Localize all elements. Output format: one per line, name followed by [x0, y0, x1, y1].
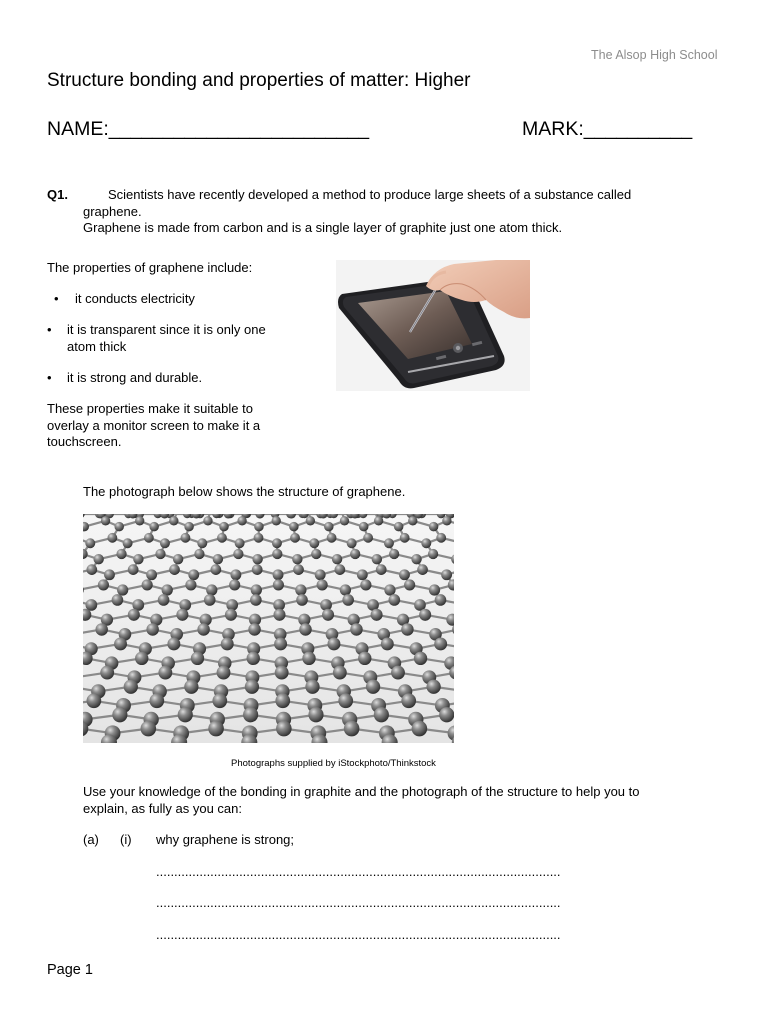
bullet-item: it is strong and durable. — [67, 370, 203, 385]
carbon-atom — [167, 638, 180, 651]
carbon-atom — [212, 693, 227, 708]
carbon-atom — [417, 564, 428, 575]
carbon-atom — [332, 554, 342, 564]
carbon-atom — [123, 538, 133, 548]
carbon-atom — [184, 522, 193, 531]
carbon-atom — [217, 533, 227, 543]
carbon-atom — [374, 707, 389, 722]
carbon-atom — [442, 516, 451, 525]
carbon-atom — [295, 584, 306, 595]
carbon-atom — [194, 549, 204, 559]
carbon-atom — [114, 522, 123, 531]
carbon-atom — [155, 549, 165, 559]
carbon-atom — [95, 623, 107, 635]
carbon-atom — [203, 516, 212, 525]
carbon-atom — [197, 538, 207, 548]
carbon-atom — [276, 721, 292, 737]
carbon-atom — [146, 623, 158, 635]
photo-intro: The photograph below shows the structure of graphene. — [83, 484, 406, 499]
carbon-atom — [327, 533, 337, 543]
carbon-atom — [335, 564, 346, 575]
question-intro-line-1: Scientists have recently developed a method to produce large sheets of a substance called — [108, 187, 632, 202]
carbon-atom — [229, 579, 240, 590]
carbon-atom — [412, 721, 428, 737]
carbon-atom — [173, 554, 183, 564]
bullet-item: it conducts electricity — [75, 291, 195, 306]
carbon-atom — [181, 533, 191, 543]
carbon-atom — [306, 516, 315, 525]
carbon-atom — [292, 554, 302, 564]
carbon-atom — [100, 666, 114, 680]
bullet-marker: • — [47, 370, 52, 385]
carbon-atom — [144, 533, 154, 543]
carbon-atom — [217, 666, 231, 680]
carbon-atom — [206, 584, 217, 595]
carbon-atom — [296, 594, 308, 606]
carbon-atom — [399, 569, 410, 580]
photo-credit: Photographs supplied by iStockphoto/Thinkstock — [231, 758, 436, 769]
carbon-atom — [322, 609, 334, 621]
carbon-atom — [112, 594, 124, 606]
carbon-atom — [235, 538, 245, 548]
part-label: (a) — [83, 832, 99, 847]
carbon-atom — [185, 579, 196, 590]
carbon-atom — [243, 707, 258, 722]
carbon-atom — [124, 680, 138, 694]
carbon-atom — [338, 693, 353, 708]
carbon-atom — [213, 554, 223, 564]
subpart-question: why graphene is strong; — [156, 832, 295, 847]
carbon-atom — [272, 549, 282, 559]
carbon-atom — [272, 538, 282, 548]
carbon-atom — [429, 522, 438, 531]
carbon-atom — [254, 533, 264, 543]
carbon-atom — [347, 538, 357, 548]
carbon-atom — [104, 569, 115, 580]
carbon-atom — [197, 623, 209, 635]
carbon-atom — [401, 693, 416, 708]
carbon-atom — [135, 516, 144, 525]
bullet-marker: • — [54, 291, 59, 306]
answer-line[interactable]: ................................................................................................................ — [156, 895, 561, 910]
carbon-atom — [133, 554, 143, 564]
question-intro-line-2: graphene. — [83, 204, 142, 219]
carbon-atom — [237, 516, 246, 525]
carbon-atom — [391, 666, 405, 680]
carbon-atom — [302, 652, 315, 665]
carbon-atom — [315, 569, 326, 580]
carbon-atom — [254, 522, 263, 531]
carbon-atom — [441, 569, 452, 580]
carbon-atom — [191, 652, 204, 665]
carbon-atom — [273, 609, 285, 621]
carbon-atom — [275, 693, 290, 708]
graphene-structure-photo — [83, 514, 454, 743]
page-number: Page 1 — [47, 962, 93, 978]
carbon-atom — [273, 579, 284, 590]
worksheet-title: Structure bonding and properties of matter: Higher — [47, 70, 471, 91]
carbon-atom — [116, 549, 126, 559]
carbon-atom — [384, 538, 394, 548]
carbon-atom — [421, 538, 431, 548]
carbon-atom — [146, 569, 157, 580]
question-number: Q1. — [47, 187, 68, 202]
carbon-atom — [87, 693, 102, 708]
carbon-atom — [86, 564, 97, 575]
carbon-atom — [225, 609, 237, 621]
carbon-atom — [149, 693, 164, 708]
carbon-atom — [374, 516, 383, 525]
carbon-atom — [178, 707, 193, 722]
carbon-atom — [230, 569, 241, 580]
carbon-atom — [101, 516, 110, 525]
carbon-atom — [401, 623, 413, 635]
carbon-atom — [404, 579, 415, 590]
carbon-atom — [162, 584, 173, 595]
carbon-atom — [359, 522, 368, 531]
carbon-atom — [184, 680, 198, 694]
carbon-atom — [114, 638, 127, 651]
carbon-atom — [340, 516, 349, 525]
carbon-atom — [248, 623, 260, 635]
carbon-atom — [357, 569, 368, 580]
answer-line[interactable]: ................................................................................................................ — [156, 864, 561, 879]
carbon-atom — [176, 609, 188, 621]
carbon-atom — [141, 721, 157, 737]
carbon-atom — [350, 549, 360, 559]
carbon-atom — [350, 623, 362, 635]
carbon-atom — [358, 652, 371, 665]
carbon-atom — [435, 594, 447, 606]
carbon-atom — [363, 533, 373, 543]
carbon-atom — [344, 721, 360, 737]
carbon-atom — [208, 721, 224, 737]
carbon-atom — [311, 549, 321, 559]
question-instruction: Use your knowledge of the bonding in graphite and the photograph of the structure to help you to explain, as fully as you can: — [83, 784, 640, 816]
carbon-atom — [389, 594, 401, 606]
carbon-atom — [308, 707, 323, 722]
carbon-atom — [160, 538, 170, 548]
carbon-atom — [324, 522, 333, 531]
carbon-atom — [293, 564, 304, 575]
carbon-atom — [169, 564, 180, 575]
carbon-atom — [309, 538, 319, 548]
carbon-atom — [394, 522, 403, 531]
carbon-atom — [275, 666, 289, 680]
carbon-atom — [107, 533, 117, 543]
carbon-atom — [142, 579, 153, 590]
carbon-atom — [366, 680, 380, 694]
mark-field-label: MARK:__________ — [522, 118, 693, 140]
carbon-atom — [135, 652, 148, 665]
carbon-atom — [188, 569, 199, 580]
carbon-atom — [219, 522, 228, 531]
carbon-atom — [376, 564, 387, 575]
carbon-atom — [233, 549, 243, 559]
carbon-atom — [381, 638, 394, 651]
carbon-atom — [384, 584, 395, 595]
carbon-atom — [434, 638, 447, 651]
carbon-atom — [371, 609, 383, 621]
bullet-item: it is transparent since it is only one atom thick — [67, 322, 266, 354]
carbon-atom — [411, 554, 421, 564]
school-name: The Alsop High School — [591, 48, 718, 62]
carbon-atom — [389, 549, 399, 559]
carbon-atom — [158, 594, 170, 606]
carbon-atom — [333, 666, 347, 680]
carbon-atom — [419, 609, 431, 621]
carbon-atom — [250, 594, 262, 606]
carbon-atom — [272, 516, 281, 525]
carbon-atom — [112, 707, 127, 722]
subpart-label: (i) — [120, 832, 132, 847]
carbon-atom — [400, 533, 410, 543]
carbon-atom — [408, 516, 417, 525]
name-field-label: NAME:________________________ — [47, 118, 370, 140]
carbon-atom — [252, 564, 263, 575]
carbon-atom — [372, 554, 382, 564]
carbon-atom — [429, 584, 440, 595]
answer-line[interactable]: ................................................................................................................ — [156, 927, 561, 942]
carbon-atom — [299, 623, 311, 635]
carbon-atom — [439, 707, 454, 722]
bullet-marker: • — [47, 322, 52, 337]
carbon-atom — [93, 554, 103, 564]
carbon-atom — [305, 680, 319, 694]
carbon-atom — [247, 652, 260, 665]
carbon-atom — [85, 538, 95, 548]
carbon-atom — [211, 564, 222, 575]
carbon-atom — [251, 584, 262, 595]
carbon-atom — [98, 579, 109, 590]
carbon-atom — [128, 609, 140, 621]
carbon-atom — [340, 584, 351, 595]
carbon-atom — [204, 594, 216, 606]
carbon-atom — [117, 584, 128, 595]
carbon-atom — [327, 638, 340, 651]
carbon-atom — [320, 599, 332, 611]
carbon-atom — [436, 533, 446, 543]
carbon-atom — [85, 599, 97, 611]
carbon-atom — [252, 554, 262, 564]
carbon-atom — [317, 579, 328, 590]
carbon-atom — [360, 579, 371, 590]
carbon-atom — [128, 564, 139, 575]
carbon-atom — [273, 569, 284, 580]
properties-intro: The properties of graphene include: — [47, 260, 253, 275]
question-intro-line-3: Graphene is made from carbon and is a single layer of graphite just one atom thick. — [83, 220, 563, 235]
carbon-atom — [245, 680, 259, 694]
carbon-atom — [149, 522, 158, 531]
carbon-atom — [221, 638, 234, 651]
suitability-text: These properties make it suitable to overlay a monitor screen to make it a touchscreen. — [47, 401, 261, 449]
carbon-atom — [158, 666, 172, 680]
carbon-atom — [342, 594, 354, 606]
carbon-atom — [289, 522, 298, 531]
carbon-atom — [169, 516, 178, 525]
carbon-atom — [428, 549, 438, 559]
touchscreen-phone-photo — [336, 260, 530, 391]
carbon-atom — [274, 638, 287, 651]
carbon-atom — [414, 652, 427, 665]
carbon-atom — [290, 533, 300, 543]
carbon-atom — [426, 680, 440, 694]
